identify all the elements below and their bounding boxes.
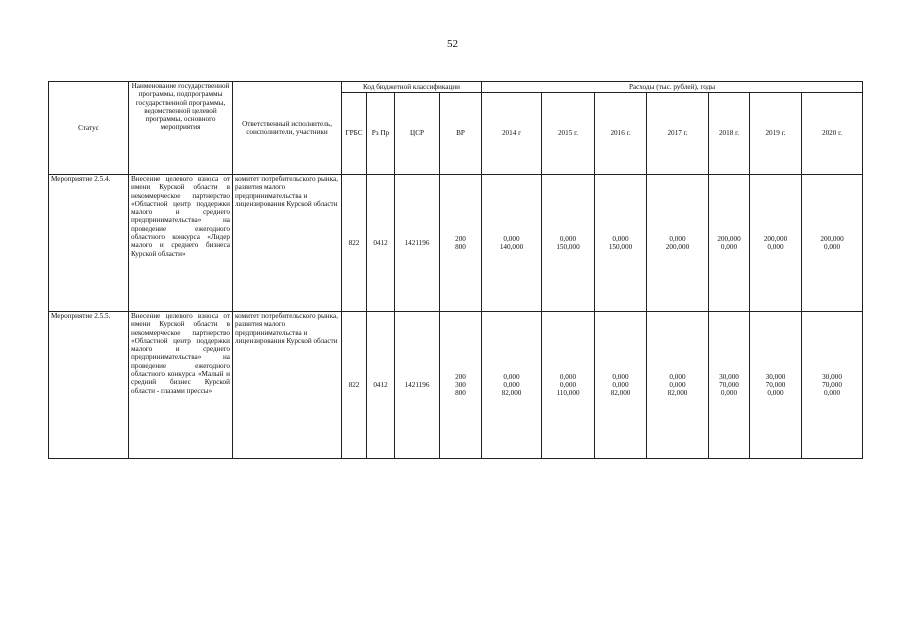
header-grbs: ГРБС — [342, 93, 367, 175]
row-name: Внесение целевого взноса от имени Курской области в некоммерческое партнерство «Областной центр поддержки малого и среднего предпринимательства» на проведение ежегодного областного конкурса «Малый и средний бизнес Курской области - глазами прессы» — [129, 312, 233, 459]
row-grbs: 822 — [342, 312, 367, 459]
header-year: 2017 г. — [647, 93, 709, 175]
header-csr: ЦСР — [395, 93, 440, 175]
row-grbs: 822 — [342, 175, 367, 312]
budget-table — [48, 81, 863, 459]
header-year: 2020 г. — [802, 93, 863, 175]
row-value: 200,000 0,000 — [709, 175, 750, 312]
row-value: 0,000 150,000 — [542, 175, 595, 312]
row-value: 200,000 0,000 — [802, 175, 863, 312]
row-value: 0,000 150,000 — [595, 175, 647, 312]
row-responsible: комитет потребительского рынка, развития малого предпринимательства и лицензирования Курской области — [233, 175, 342, 312]
row-vr: 200 300 800 — [440, 312, 482, 459]
header-year: 2016 г. — [595, 93, 647, 175]
header-expenses: Расходы (тыс. рублей), годы — [482, 82, 863, 93]
header-name: Наименование государственной программы, подпрограммы государственной программы, ведомственной целевой программы, основного мероприятия — [129, 82, 233, 175]
row-value: 30,000 70,000 0,000 — [802, 312, 863, 459]
header-year: 2014 г — [482, 93, 542, 175]
table-row — [49, 312, 863, 459]
row-rzpr: 0412 — [367, 175, 395, 312]
row-value: 200,000 0,000 — [750, 175, 802, 312]
row-value: 0,000 200,000 — [647, 175, 709, 312]
row-vr: 200 800 — [440, 175, 482, 312]
header-budget-code: Код бюджетной классификации — [342, 82, 482, 93]
page-number: 52 — [447, 38, 458, 50]
row-rzpr: 0412 — [367, 312, 395, 459]
row-value: 0,000 0,000 82,000 — [482, 312, 542, 459]
row-value: 0,000 0,000 82,000 — [595, 312, 647, 459]
header-rzpr: Рз Пр — [367, 93, 395, 175]
header-responsible: Ответственный исполнитель, соисполнители, участники — [233, 82, 342, 175]
row-status: Мероприятие 2.5.5. — [49, 312, 129, 459]
row-value: 0,000 140,000 — [482, 175, 542, 312]
row-csr: 1421196 — [395, 312, 440, 459]
row-value: 0,000 0,000 82,000 — [647, 312, 709, 459]
row-csr: 1421196 — [395, 175, 440, 312]
header-year: 2018 г. — [709, 93, 750, 175]
table-row — [49, 175, 863, 312]
header-status: Статус — [49, 82, 129, 175]
row-value: 30,000 70,000 0,000 — [750, 312, 802, 459]
row-value: 30,000 70,000 0,000 — [709, 312, 750, 459]
row-value: 0,000 0,000 110,000 — [542, 312, 595, 459]
header-year: 2019 г. — [750, 93, 802, 175]
header-year: 2015 г. — [542, 93, 595, 175]
row-status: Мероприятие 2.5.4. — [49, 175, 129, 312]
row-responsible: комитет потребительского рынка, развития малого предпринимательства и лицензирования Курской области — [233, 312, 342, 459]
row-name: Внесение целевого взноса от имени Курской области в некоммерческое партнерство «Областной центр поддержки малого и среднего предпринимательства» на проведение ежегодного областного конкурса «Лидер малого и среднего бизнеса Курской области» — [129, 175, 233, 312]
header-vr: ВР — [440, 93, 482, 175]
